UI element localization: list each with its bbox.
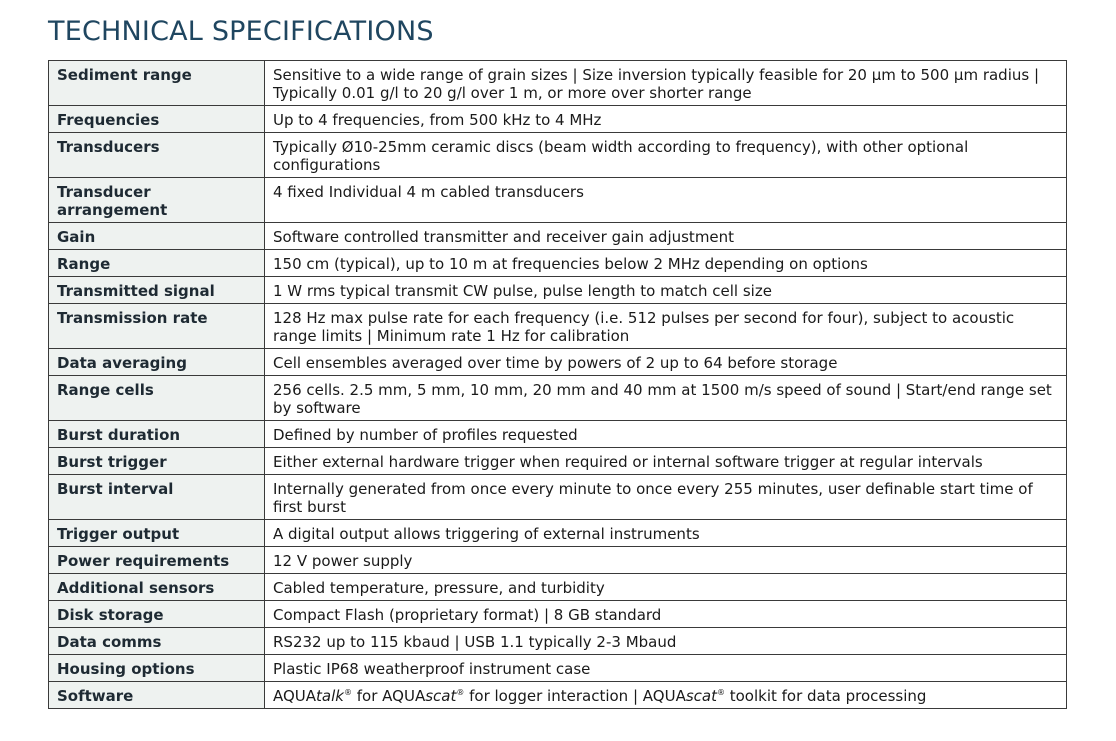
table-row	[49, 376, 1067, 421]
table-row	[49, 277, 1067, 304]
brand-talk: talk	[316, 687, 344, 705]
spec-label: Additional sensors	[49, 574, 265, 601]
spec-label: Disk storage	[49, 601, 265, 628]
spec-table	[48, 60, 1067, 709]
spec-value: 4 fixed Individual 4 m cabled transducers	[265, 178, 1067, 223]
software-text: for	[351, 687, 383, 705]
spec-label: Transmitted signal	[49, 277, 265, 304]
table-row	[49, 547, 1067, 574]
spec-value: 128 Hz max pulse rate for each frequency (i.e. 512 pulses per second for four), subject to acoustic range limits | Minimum rate 1 Hz for calibration	[265, 304, 1067, 349]
table-row	[49, 628, 1067, 655]
table-row	[49, 106, 1067, 133]
spec-value: Defined by number of profiles requested	[265, 421, 1067, 448]
spec-value: Plastic IP68 weatherproof instrument case	[265, 655, 1067, 682]
registered-mark: ®	[343, 688, 352, 697]
spec-value: Compact Flash (proprietary format) | 8 GB standard	[265, 601, 1067, 628]
spec-value-software	[265, 682, 1067, 709]
spec-value: Typically Ø10-25mm ceramic discs (beam width according to frequency), with other optional configurations	[265, 133, 1067, 178]
table-row	[49, 574, 1067, 601]
spec-label: Burst interval	[49, 475, 265, 520]
table-row	[49, 448, 1067, 475]
spec-label: Trigger output	[49, 520, 265, 547]
table-row	[49, 250, 1067, 277]
table-row	[49, 655, 1067, 682]
spec-label: Range	[49, 250, 265, 277]
spec-value: Software controlled transmitter and receiver gain adjustment	[265, 223, 1067, 250]
table-row	[49, 421, 1067, 448]
software-text: for logger interaction |	[464, 687, 643, 705]
spec-value: Either external hardware trigger when required or internal software trigger at regular intervals	[265, 448, 1067, 475]
spec-label: Burst trigger	[49, 448, 265, 475]
table-row	[49, 133, 1067, 178]
spec-value: Cell ensembles averaged over time by powers of 2 up to 64 before storage	[265, 349, 1067, 376]
table-row	[49, 475, 1067, 520]
spec-value: 256 cells. 2.5 mm, 5 mm, 10 mm, 20 mm and 40 mm at 1500 m/s speed of sound | Start/end range set by software	[265, 376, 1067, 421]
spec-value: 1 W rms typical transmit CW pulse, pulse length to match cell size	[265, 277, 1067, 304]
spec-label: Transmission rate	[49, 304, 265, 349]
spec-label: Sediment range	[49, 61, 265, 106]
table-row-software	[49, 682, 1067, 709]
brand-aqua: AQUA	[382, 687, 426, 705]
table-row	[49, 178, 1067, 223]
page-title: TECHNICAL SPECIFICATIONS	[48, 16, 434, 47]
spec-value: Internally generated from once every minute to once every 255 minutes, user definable start time of first burst	[265, 475, 1067, 520]
spec-label: Power requirements	[49, 547, 265, 574]
brand-aqua: AQUA	[642, 687, 686, 705]
table-row	[49, 601, 1067, 628]
brand-scat: scat	[685, 687, 717, 705]
brand-aqua: AQUA	[273, 687, 317, 705]
registered-mark: ®	[456, 688, 465, 697]
table-row	[49, 349, 1067, 376]
table-row	[49, 304, 1067, 349]
spec-value: 12 V power supply	[265, 547, 1067, 574]
spec-label: Software	[49, 682, 265, 709]
spec-value: Sensitive to a wide range of grain sizes | Size inversion typically feasible for 20 µm to 500 µm radius | Typically 0.01 g/l to 20 g/l over 1 m, or more over shorter range	[265, 61, 1067, 106]
spec-label: Data comms	[49, 628, 265, 655]
spec-value: Cabled temperature, pressure, and turbidity	[265, 574, 1067, 601]
spec-value: Up to 4 frequencies, from 500 kHz to 4 MHz	[265, 106, 1067, 133]
spec-label: Range cells	[49, 376, 265, 421]
spec-label: Gain	[49, 223, 265, 250]
spec-label: Data averaging	[49, 349, 265, 376]
table-row	[49, 520, 1067, 547]
spec-label: Burst duration	[49, 421, 265, 448]
spec-table-body	[49, 61, 1067, 709]
spec-label: Transducer arrangement	[49, 178, 265, 223]
spec-label: Housing options	[49, 655, 265, 682]
spec-value: RS232 up to 115 kbaud | USB 1.1 typically 2-3 Mbaud	[265, 628, 1067, 655]
brand-scat: scat	[425, 687, 457, 705]
spec-label: Transducers	[49, 133, 265, 178]
spec-value: 150 cm (typical), up to 10 m at frequencies below 2 MHz depending on options	[265, 250, 1067, 277]
spec-label: Frequencies	[49, 106, 265, 133]
software-text: toolkit for data processing	[724, 687, 927, 705]
table-row	[49, 223, 1067, 250]
registered-mark: ®	[716, 688, 725, 697]
spec-value: A digital output allows triggering of external instruments	[265, 520, 1067, 547]
table-row	[49, 61, 1067, 106]
